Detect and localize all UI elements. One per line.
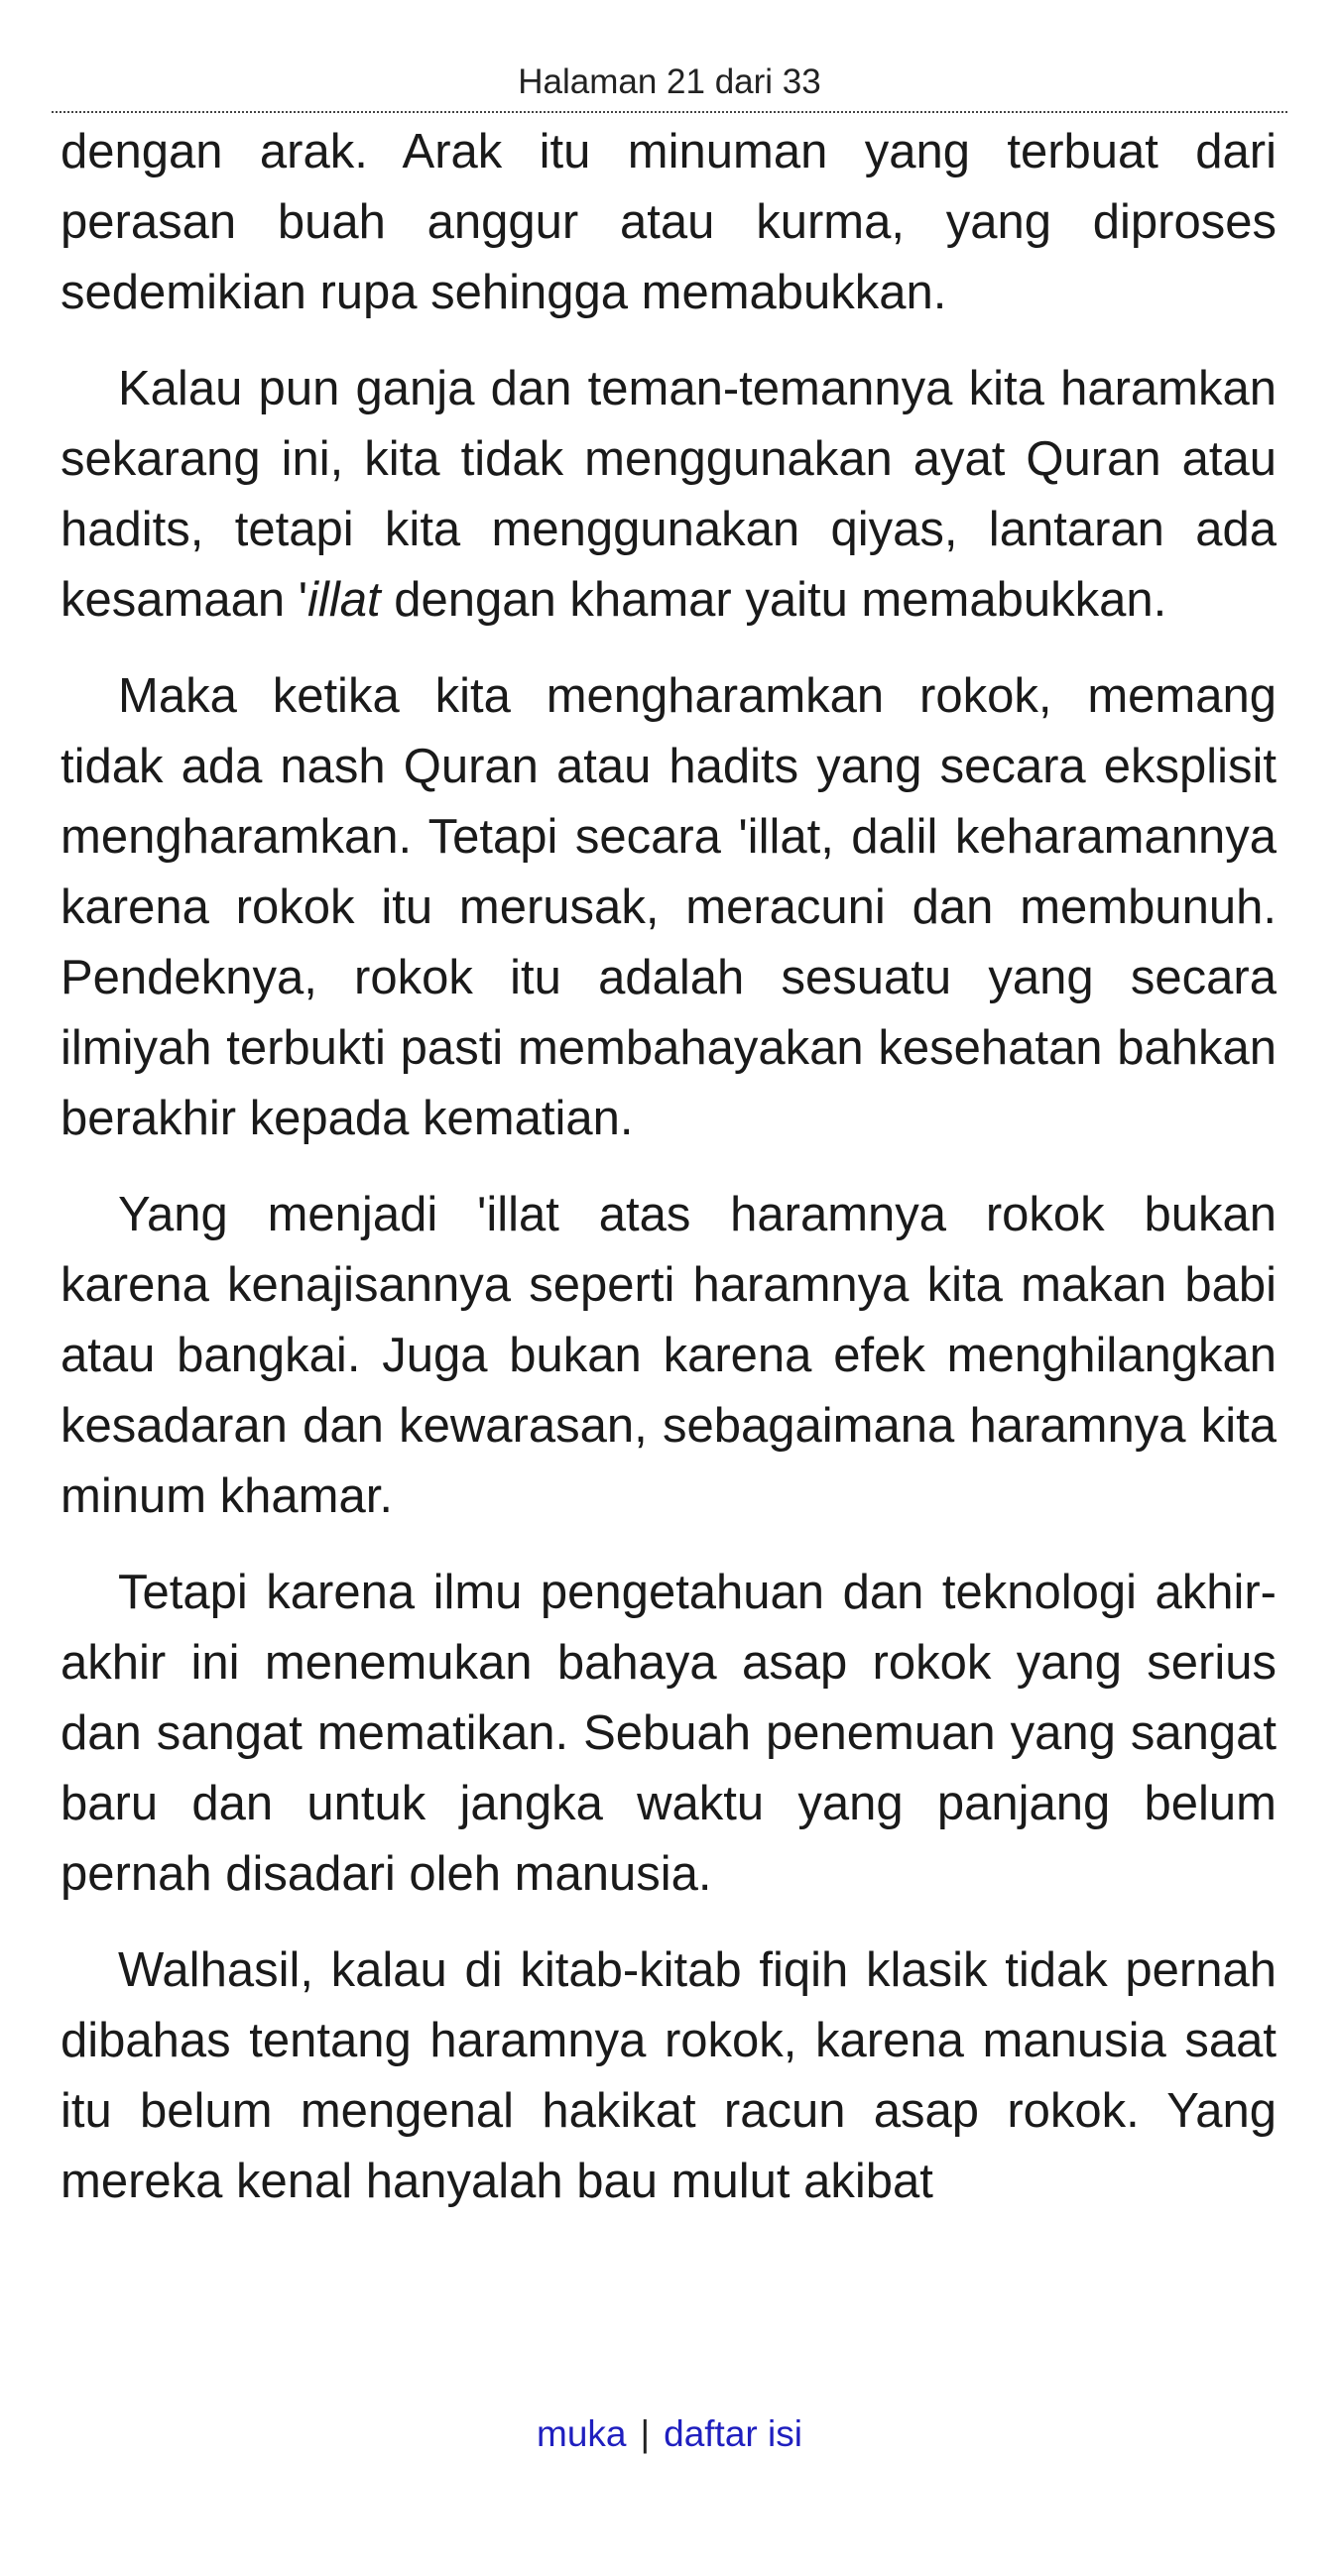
paragraph: Yang menjadi 'illat atas haramnya rokok bukan karena kenajisannya seperti haramnya kita makan babi atau bangkai. Juga bukan karena efek menghilangkan kesadaran dan kewarasan, sebagaimana haramnya kita minum khamar.: [61, 1188, 1277, 1523]
paragraph: [61, 354, 1277, 636]
paragraph: Walhasil, kalau di kitab-kitab fiqih klasik tidak pernah dibahas tentang haramnya rokok, karena manusia saat itu belum mengenal hakikat racun asap rokok. Yang mereka kenal hanyalah bau mulut akibat: [61, 1943, 1277, 2208]
paragraph: Tetapi karena ilmu pengetahuan dan teknologi akhir-akhir ini menemukan bahaya asap rokok yang serius dan sangat mematikan. Sebuah penemuan yang sangat baru dan untuk jangka waktu yang panjang belum pernah disadari oleh manusia.: [61, 1566, 1277, 1901]
home-link[interactable]: muka: [537, 2413, 627, 2454]
paragraph-text: Kalau pun ganja dan teman-temannya kita haramkan sekarang ini, kita tidak menggunakan ayat Quran atau hadits, tetapi kita menggunakan qiyas, lantaran ada kesamaan ': [61, 362, 1277, 627]
nav-separator: |: [640, 2413, 651, 2454]
paragraph-text: dengan khamar yaitu memabukkan.: [380, 573, 1167, 627]
footer-navigation: [0, 2409, 1339, 2459]
paragraph: dengan arak. Arak itu minuman yang terbuat dari perasan buah anggur atau kurma, yang diproses sedemikian rupa sehingga memabukkan.: [61, 125, 1277, 319]
paragraph: Maka ketika kita mengharamkan rokok, memang tidak ada nash Quran atau hadits yang secara eksplisit mengharamkan. Tetapi secara 'illat, dalil keharamannya karena rokok itu merusak, meracuni dan membunuh. Pendeknya, rokok itu adalah sesuatu yang secara ilmiyah terbukti pasti membahayakan kesehatan bahkan berakhir kepada kematian.: [61, 669, 1277, 1145]
body-text: [61, 117, 1277, 2243]
table-of-contents-link[interactable]: daftar isi: [664, 2413, 802, 2454]
page-indicator: Halaman 21 dari 33: [52, 58, 1287, 113]
italic-term: illat: [307, 573, 381, 627]
